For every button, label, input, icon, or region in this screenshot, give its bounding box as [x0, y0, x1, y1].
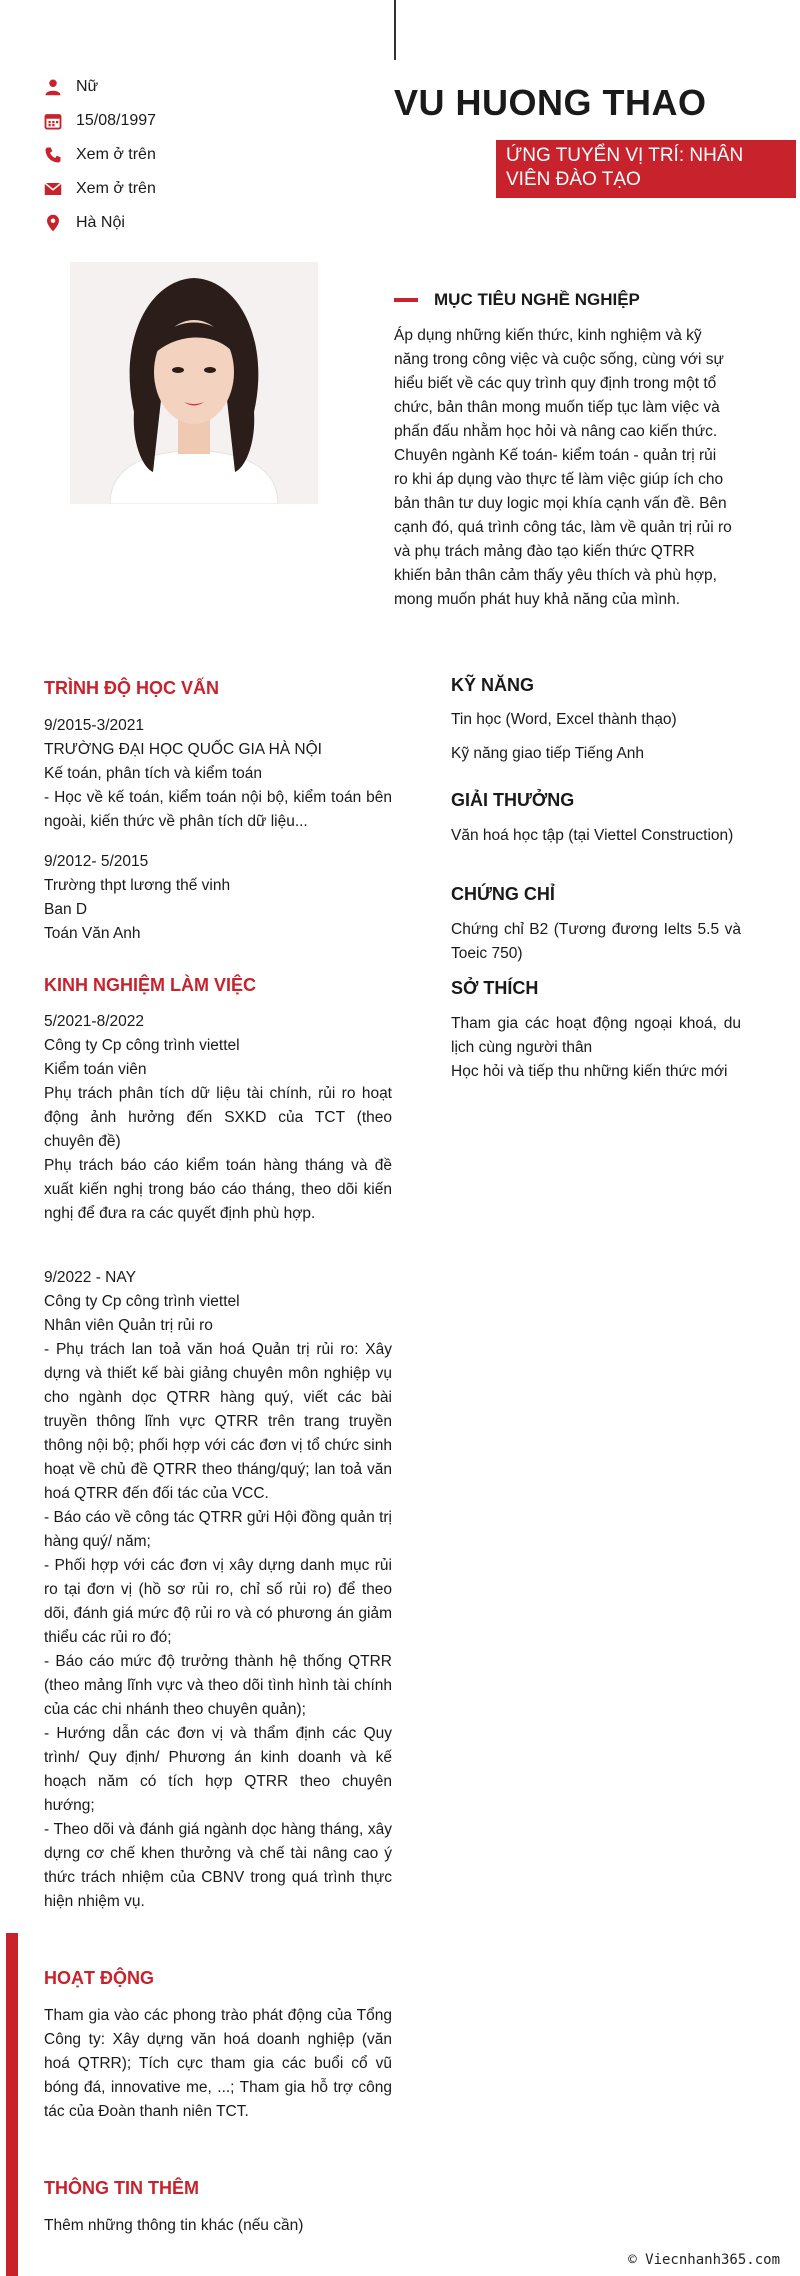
experience-detail: - Báo cáo về công tác QTRR gửi Hội đồng quản trị hàng quý/ năm; [44, 1509, 392, 1550]
contact-email [44, 172, 344, 206]
experience-company: Công ty Cp công trình viettel [44, 1293, 240, 1310]
skill-item: Kỹ năng giao tiếp Tiếng Anh [451, 745, 645, 762]
education-period: 9/2015-3/2021 [44, 717, 144, 734]
hobbies-title: SỞ THÍCH [451, 978, 539, 998]
contact-birthdate [44, 104, 344, 138]
awards-title: GIẢI THƯỞNG [451, 790, 575, 810]
experience-detail: Phụ trách báo cáo kiểm toán hàng tháng và đề xuất kiến nghị trong báo cáo tháng, theo dõi kiến nghị để đưa ra các quyết định phù hợp. [44, 1157, 392, 1222]
phone-icon [44, 146, 62, 164]
experience-detail: - Theo dõi và đánh giá ngành dọc hàng tháng, xây dựng cơ chế khen thưởng và chế tài nâng cao ý thức trách nhiệm của CBNV trong quá trình thực hiện nhiệm vụ. [44, 1821, 392, 1910]
experience-role: Nhân viên Quản trị rủi ro [44, 1317, 213, 1334]
candidate-name: VU HUONG THAO [394, 82, 707, 123]
education-school: TRƯỜNG ĐẠI HỌC QUỐC GIA HÀ NỘI [44, 741, 322, 758]
experience-entry [44, 1010, 392, 1226]
experience-detail: - Hướng dẫn các đơn vị và thẩm định các Quy trình/ Quy định/ Phương án kinh doanh và kế hoạch năm có tích hợp QTRR theo chuyên hướng; [44, 1725, 392, 1814]
location-icon [44, 214, 62, 232]
contact-address [44, 206, 344, 240]
experience-detail: - Phụ trách lan toả văn hoá Quản trị rủi ro: Xây dựng và thiết kế bài giảng chuyên môn nghiệp vụ cho ngành dọc QTRR hàng quý, viết các bài truyền thông lĩnh vực QTRR trên trang truyền thông nội bộ; phối hợp với các đơn vị tổ chức sinh hoạt về chủ đề QTRR theo tháng/quý; lan toả văn hoá QTRR đến đối tác của VCC. [44, 1341, 392, 1502]
hobbies-list [451, 1012, 741, 1084]
experience-detail: - Báo cáo mức độ trưởng thành hệ thống QTRR (theo mảng lĩnh vực và theo dõi tình hình tài chính của các chi nhánh theo chuyên quản); [44, 1653, 392, 1718]
left-accent-bar [6, 1933, 18, 2276]
education-entry [44, 714, 392, 834]
address-value: Hà Nội [76, 214, 125, 231]
experience-detail: - Phối hợp với các đơn vị xây dựng danh mục rủi ro tại đơn vị (hồ sơ rủi ro, chỉ số rủi ro) để theo dõi, đánh giá mức độ rủi ro và có phương án giảm thiểu các rủi ro đó; [44, 1557, 392, 1646]
objective-paragraph-1: Áp dụng những kiến thức, kinh nghiệm và kỹ năng trong công việc và cuộc sống, cùng với sự hiểu biết về các quy trình quy định trong một tổ chức, bản thân mong muốn tiếp tục làm việc và phấn đấu nhằm học hỏi và nâng cao kiến thức. [394, 327, 724, 440]
education-major: Kế toán, phân tích và kiểm toán [44, 765, 262, 782]
hobby-item: Tham gia các hoạt động ngoại khoá, du lịch cùng người thân [451, 1015, 741, 1056]
contact-phone [44, 138, 344, 172]
objective-title: MỤC TIÊU NGHỀ NGHIỆP [434, 290, 640, 309]
additional-title: THÔNG TIN THÊM [44, 2178, 199, 2198]
experience-role: Kiểm toán viên [44, 1061, 147, 1078]
education-major: Ban D [44, 901, 88, 918]
experience-period: 5/2021-8/2022 [44, 1013, 144, 1030]
objective-paragraph-2: Chuyên ngành Kế toán- kiểm toán - quản trị rủi ro khi áp dụng vào thực tế làm việc giúp ích cho bản thân tư duy logic mọi khía cạnh vấn đề. Bên cạnh đó, quá trình công tác, làm về quản trị rủi ro và phụ trách mảng đào tạo kiến thức QTRR khiến bản thân cảm thấy yêu thích và phù hợp, mong muốn phát huy khả năng của mình. [394, 447, 732, 608]
phone-value: Xem ở trên [76, 146, 156, 163]
additional-text: Thêm những thông tin khác (nếu cần) [44, 2217, 304, 2234]
experience-detail: Phụ trách phân tích dữ liệu tài chính, rủi ro hoạt động ảnh hưởng đến SXKD của TCT (theo chuyên đề) [44, 1085, 392, 1150]
calendar-icon [44, 112, 62, 130]
position-badge: ỨNG TUYỂN VỊ TRÍ: NHÂN VIÊN ĐÀO TẠO [496, 140, 796, 198]
education-detail: - Học về kế toán, kiểm toán nội bộ, kiểm toán bên ngoài, kiến thức về phân tích dữ liệu... [44, 789, 392, 830]
gender-value: Nữ [76, 78, 99, 95]
education-period: 9/2012- 5/2015 [44, 853, 149, 870]
activities-text: Tham gia vào các phong trào phát động của Tổng Công ty: Xây dựng văn hoá doanh nghiệp (văn hoá QTRR); Tích cực tham gia các buổi cổ vũ bóng đá, innovative me, ...; Tham gia hỗ trợ công tác của Đoàn thanh niên TCT. [44, 2007, 392, 2120]
profile-photo [70, 262, 318, 504]
email-value: Xem ở trên [76, 180, 156, 197]
birthdate-value: 15/08/1997 [76, 112, 157, 129]
objective-header [394, 290, 640, 310]
activities-title: HOẠT ĐỘNG [44, 1968, 154, 1988]
certificates-title: CHỨNG CHỈ [451, 884, 555, 904]
skill-item: Tin học (Word, Excel thành thạo) [451, 711, 677, 728]
awards-text: Văn hoá học tập (tại Viettel Construction) [451, 827, 734, 844]
skills-title: KỸ NĂNG [451, 675, 535, 695]
education-detail: Toán Văn Anh [44, 925, 141, 942]
experience-period: 9/2022 - NAY [44, 1269, 136, 1286]
education-school: Trường thpt lương thế vinh [44, 877, 231, 894]
objective-dash [394, 298, 418, 302]
contact-gender [44, 70, 344, 104]
experience-entry [44, 1266, 392, 1914]
education-entry [44, 850, 392, 946]
watermark-footer: © Viecnhanh365.com [628, 2252, 780, 2268]
certificates-text: Chứng chỉ B2 (Tương đương Ielts 5.5 và Toeic 750) [451, 921, 741, 962]
top-divider-line [394, 0, 396, 60]
email-icon [44, 180, 62, 198]
objective-text [394, 324, 734, 612]
education-title: TRÌNH ĐỘ HỌC VẤN [44, 678, 219, 698]
hobby-item: Học hỏi và tiếp thu những kiến thức mới [451, 1063, 728, 1080]
experience-company: Công ty Cp công trình viettel [44, 1037, 240, 1054]
user-icon [44, 78, 62, 96]
experience-title: KINH NGHIỆM LÀM VIỆC [44, 975, 257, 995]
contact-info [44, 70, 344, 240]
